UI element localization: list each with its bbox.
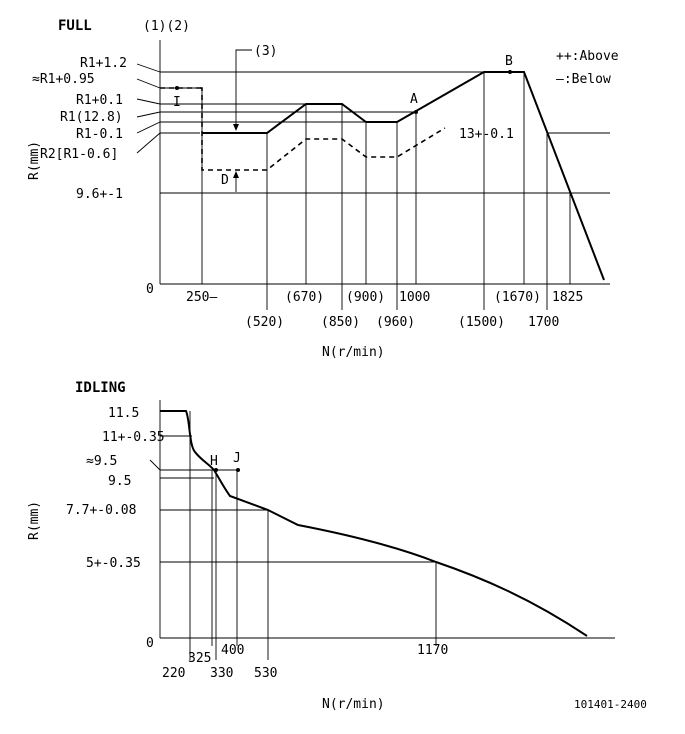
idling-xlabel-530: 530 bbox=[254, 666, 278, 681]
idling-title: IDLING bbox=[75, 380, 126, 396]
full-ylabel-r2: R2[R1-0.6] bbox=[40, 147, 119, 162]
point-j-label: J bbox=[233, 451, 241, 466]
point-b-dot bbox=[508, 70, 512, 74]
full-title: FULL bbox=[58, 18, 92, 34]
legend-above: ++:Above bbox=[556, 49, 619, 64]
arrow-up bbox=[233, 171, 239, 178]
full-ylabel-9.6: 9.6+-1 bbox=[76, 187, 123, 202]
idling-origin: 0 bbox=[146, 636, 154, 651]
point-i-label: I bbox=[173, 95, 181, 110]
leader-r1-minus bbox=[137, 122, 160, 133]
full-origin: 0 bbox=[146, 282, 154, 297]
leader-r1-0.1 bbox=[137, 99, 160, 104]
idling-xlabel-400: 400 bbox=[221, 643, 245, 658]
idling-xlabel-220: 220 bbox=[162, 666, 186, 681]
point-a-label: A bbox=[410, 92, 418, 107]
idling-chart bbox=[27, 380, 615, 712]
idling-y-axis-label: R(mm) bbox=[27, 500, 42, 540]
annotation-13: 13+-0.1 bbox=[459, 127, 514, 142]
full-xlabel-1670: (1670) bbox=[494, 290, 541, 305]
idling-ylabel-11: 11+-0.35 bbox=[102, 430, 165, 445]
idling-ylabel-5: 5+-0.35 bbox=[86, 556, 141, 571]
idling-xlabel-1170: 1170 bbox=[417, 643, 449, 658]
idling-ylabel-9.5: 9.5 bbox=[108, 474, 132, 489]
idling-ylabel-7.7: 7.7+-0.08 bbox=[66, 503, 137, 518]
full-xlabel-1500: (1500) bbox=[458, 315, 505, 330]
note-3: (3) bbox=[254, 44, 278, 59]
point-d-label: D bbox=[221, 173, 229, 188]
idling-ylabel-approx-9.5: ≈9.5 bbox=[86, 454, 118, 469]
point-b-label: B bbox=[505, 54, 513, 69]
full-ylabel-r1: R1(12.8) bbox=[60, 110, 123, 125]
leader-r2 bbox=[137, 133, 160, 153]
full-ylabel-r1-0.95: ≈R1+0.95 bbox=[32, 72, 95, 87]
full-xlabel-250: 250— bbox=[186, 290, 218, 305]
leader-r1 bbox=[137, 112, 160, 117]
full-ylabel-r1-1.2: R1+1.2 bbox=[80, 56, 127, 71]
full-xlabel-1825: 1825 bbox=[552, 290, 584, 305]
part-number: 101401-2400 bbox=[574, 698, 647, 711]
full-notes-top: (1)(2) bbox=[143, 19, 190, 34]
full-xlabel-850: (850) bbox=[321, 315, 361, 330]
full-solid-curve bbox=[202, 72, 604, 280]
full-xlabel-670: (670) bbox=[285, 290, 325, 305]
leader-r1-1.2 bbox=[137, 64, 160, 72]
full-xlabel-1700: 1700 bbox=[528, 315, 560, 330]
idling-ylabel-11.5: 11.5 bbox=[108, 406, 140, 421]
full-chart bbox=[27, 18, 619, 360]
idling-xlabel-330: 330 bbox=[210, 666, 234, 681]
point-h-label: H bbox=[210, 454, 218, 469]
arrow-down bbox=[233, 124, 239, 131]
idling-xlabel-325: 325 bbox=[188, 651, 212, 666]
ileader-approx-9.5 bbox=[150, 460, 160, 470]
note-3-leader bbox=[236, 50, 252, 130]
leader-r1-0.95 bbox=[137, 79, 160, 88]
full-y-axis-label: R(mm) bbox=[27, 140, 42, 180]
full-xlabel-520: (520) bbox=[245, 315, 285, 330]
point-a-dot bbox=[414, 110, 418, 114]
full-xlabel-1000: 1000 bbox=[399, 290, 431, 305]
full-ylabel-r1-minus: R1-0.1 bbox=[76, 127, 123, 142]
legend-below: —:Below bbox=[556, 72, 611, 87]
full-ylabel-r1-0.1: R1+0.1 bbox=[76, 93, 123, 108]
point-i-dot bbox=[175, 86, 179, 90]
full-xlabel-960: (960) bbox=[376, 315, 416, 330]
full-xlabel-900: (900) bbox=[346, 290, 386, 305]
idling-x-axis-label: N(r/min) bbox=[322, 697, 385, 712]
point-j-dot bbox=[236, 468, 240, 472]
idling-curve bbox=[160, 411, 587, 636]
full-x-axis-label: N(r/min) bbox=[322, 345, 385, 360]
